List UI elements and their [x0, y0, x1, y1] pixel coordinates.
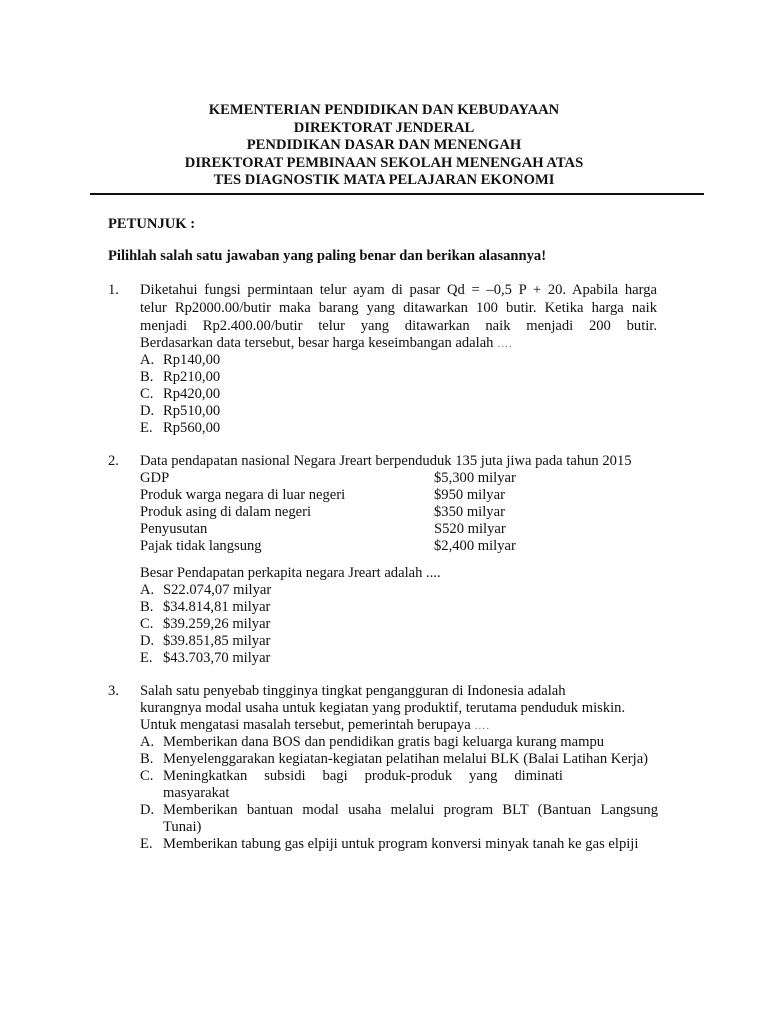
question-text-line: telur Rp2000.00/butir maka barang yang ditawarkan 100 butir. Ketika harga naik — [140, 300, 657, 316]
table-label: Penyusutan — [140, 521, 208, 537]
header-line: PENDIDIKAN DASAR DAN MENENGAH — [246, 137, 522, 153]
option-letter: C. — [140, 616, 154, 632]
option-text: Memberikan bantuan modal usaha melalui program BLT (Bantuan Langsung — [163, 802, 658, 818]
question-text-line: menjadi Rp2.400.00/butir telur yang ditawarkan naik menjadi 200 butir. — [140, 318, 657, 334]
option-letter: B. — [140, 369, 154, 385]
question-text-line: kurangnya modal usaha untuk kegiatan yang produktif, terutama penduduk miskin. — [140, 700, 626, 716]
question-text-line — [140, 335, 513, 352]
question-number: 2. — [108, 453, 119, 469]
option-text: $34.814,81 milyar — [163, 599, 271, 615]
table-label: Produk asing di dalam negeri — [140, 504, 312, 520]
header-line: DIREKTORAT JENDERAL — [293, 119, 475, 136]
option-text: Rp560,00 — [163, 420, 221, 436]
option-text: $39.259,26 milyar — [163, 616, 271, 632]
header-divider — [90, 193, 704, 195]
option-letter: E. — [140, 650, 153, 666]
question-number: 1. — [108, 282, 119, 298]
option-text: Memberikan dana BOS dan pendidikan gratis bagi keluarga kurang mampu — [163, 734, 605, 750]
instructions-title: PETUNJUK : — [108, 216, 196, 232]
option-letter: B. — [140, 599, 154, 615]
option-letter: A. — [140, 582, 155, 598]
ellipsis: …. — [497, 338, 513, 350]
option-text-continued: Tunai) — [163, 819, 202, 835]
option-letter: C. — [140, 386, 154, 402]
header-line: KEMENTERIAN PENDIDIKAN DAN KEBUDAYAAN — [208, 102, 560, 118]
option-text: Rp510,00 — [163, 403, 221, 419]
table-value: S520 milyar — [434, 521, 506, 537]
option-text: Rp140,00 — [163, 352, 221, 368]
option-letter: E. — [140, 420, 153, 436]
document-header — [0, 102, 768, 190]
question-text-line: Diketahui fungsi permintaan telur ayam di pasar Qd = –0,5 P + 20. Apabila harga — [140, 282, 657, 298]
table-value: $950 milyar — [434, 487, 505, 503]
option-text: Meningkatkan subsidi bagi produk-produk yang diminati — [163, 768, 563, 784]
table-label: Produk warga negara di luar negeri — [140, 487, 346, 503]
table-value: $350 milyar — [434, 504, 505, 520]
question-number: 3. — [108, 683, 119, 699]
table-label: Pajak tidak langsung — [140, 538, 262, 554]
option-letter: D. — [140, 633, 155, 649]
header-line: TES DIAGNOSTIK MATA PELAJARAN EKONOMI — [213, 172, 555, 188]
option-text: $43.703,70 milyar — [163, 650, 271, 666]
question-text-line: Salah satu penyebab tingginya tingkat pengangguran di Indonesia adalah — [140, 683, 566, 699]
option-letter: D. — [140, 403, 155, 419]
question-text-line: Besar Pendapatan perkapita negara Jreart adalah .... — [140, 565, 441, 581]
option-letter: B. — [140, 751, 154, 767]
option-text: Menyelenggarakan kegiatan-kegiatan pelatihan melalui BLK (Balai Latihan Kerja) — [163, 751, 649, 767]
option-text: Rp210,00 — [163, 369, 221, 385]
option-text: S22.074,07 milyar — [163, 582, 272, 598]
question-text-line: Data pendapatan nasional Negara Jreart berpenduduk 135 juta jiwa pada tahun 2015 — [140, 453, 632, 469]
option-letter: C. — [140, 768, 154, 784]
option-text: Rp420,00 — [163, 386, 221, 402]
option-text: $39.851,85 milyar — [163, 633, 271, 649]
option-text: Memberikan tabung gas elpiji untuk program konversi minyak tanah ke gas elpiji — [163, 836, 639, 852]
ellipsis: …. — [474, 720, 491, 732]
option-text-continued: masyarakat — [163, 785, 230, 801]
option-letter: D. — [140, 802, 155, 818]
table-value: $5,300 milyar — [434, 470, 516, 486]
instructions-text: Pilihlah salah satu jawaban yang paling benar dan berikan alasannya! — [108, 248, 547, 264]
option-letter: A. — [140, 734, 155, 750]
question-text-tail: Berdasarkan data tersebut, besar harga keseimbangan adalah — [140, 335, 494, 351]
option-letter: A. — [140, 352, 155, 368]
table-label: GDP — [140, 470, 170, 486]
option-letter: E. — [140, 836, 153, 852]
question-text-line — [140, 717, 490, 734]
header-line: DIREKTORAT PEMBINAAN SEKOLAH MENENGAH ATAS — [184, 154, 584, 171]
table-value: $2,400 milyar — [434, 538, 516, 554]
question-text-tail: Untuk mengatasi masalah tersebut, pemerintah berupaya — [140, 717, 471, 733]
